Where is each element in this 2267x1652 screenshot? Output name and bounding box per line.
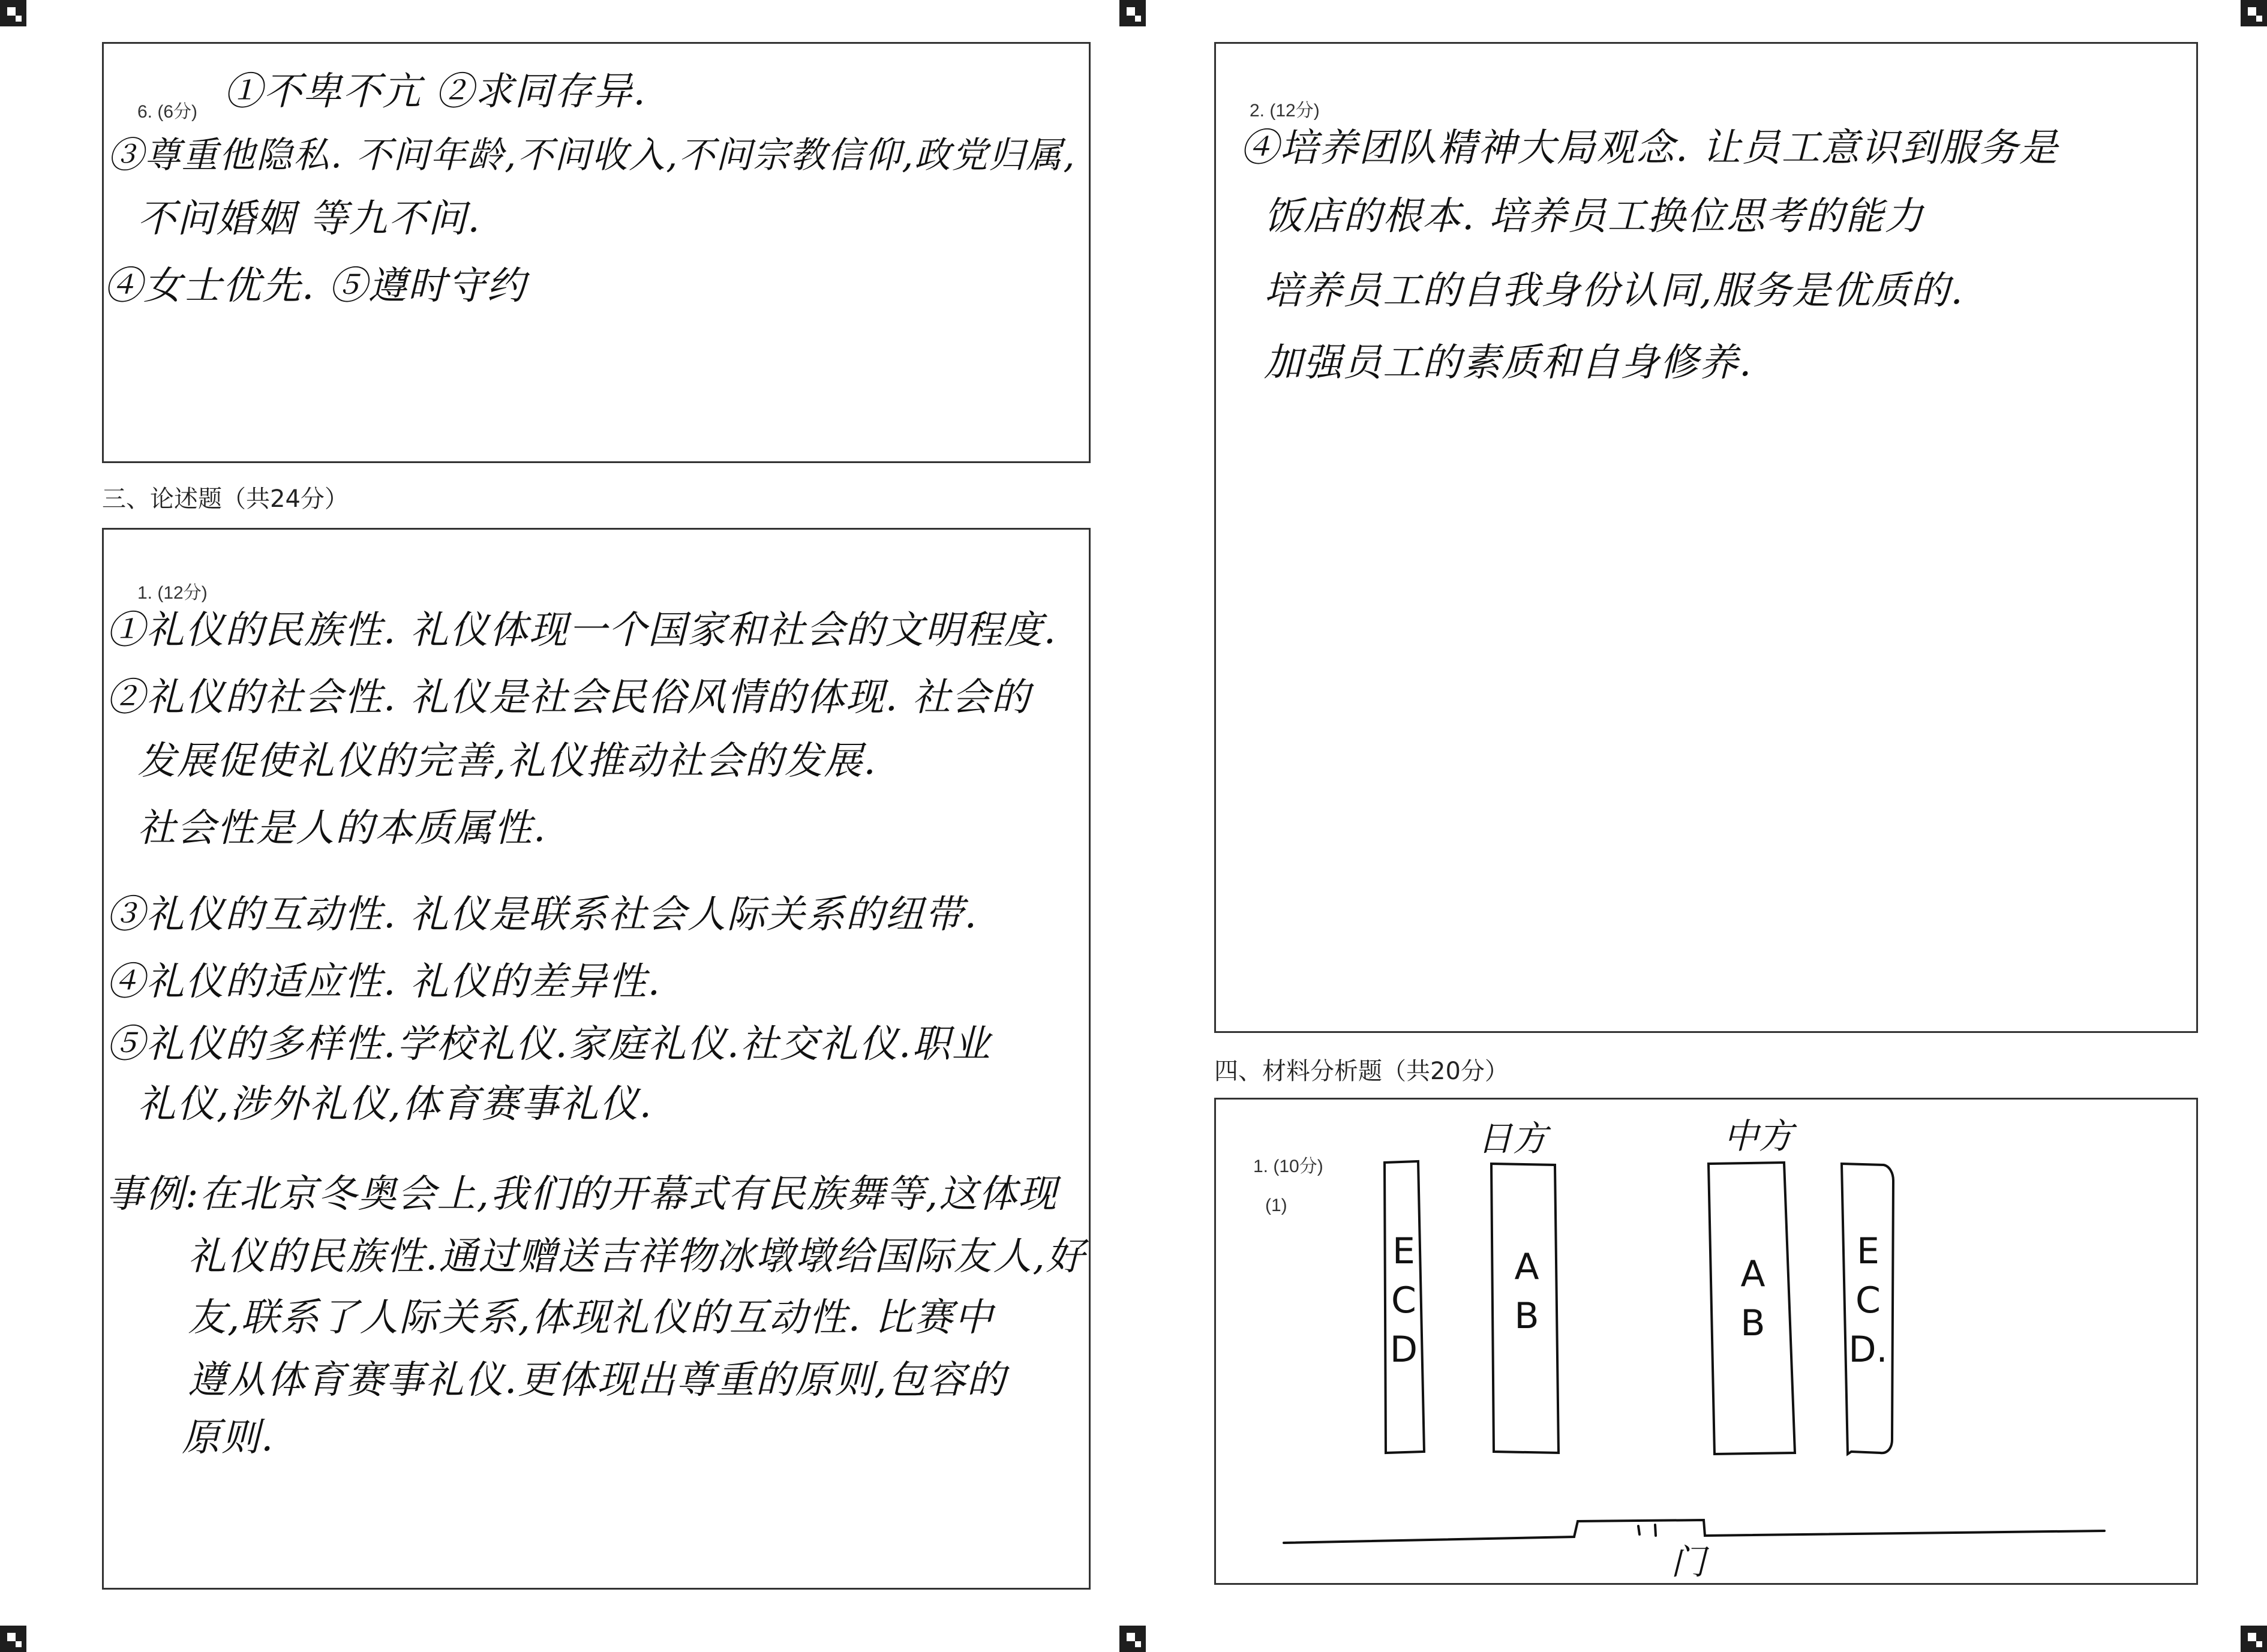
question-label: 2. (12分) — [1250, 101, 1320, 121]
section-title-essay: 三、论述题（共24分） — [102, 485, 349, 513]
japan-main-letters: A B — [1514, 1246, 1539, 1337]
handwritten-line: ①不卑不亢 ②求同存异. — [224, 70, 647, 114]
china-main-letters: A B — [1740, 1253, 1765, 1344]
handwritten-line: 社会性是人的本质属性. — [137, 806, 547, 851]
answer-box-q6 — [102, 42, 1091, 463]
corner-marker-bottom-left — [0, 1626, 26, 1652]
seating-diagram — [1214, 1098, 2198, 1585]
question-label: 1. (10分) — [1253, 1157, 1323, 1176]
handwritten-line: 加强员工的素质和自身修养. — [1264, 341, 1753, 385]
handwritten-line: 发展促使礼仪的完善,礼仪推动社会的发展. — [137, 739, 877, 783]
handwritten-line: 饭店的根本. 培养员工换位思考的能力 — [1264, 194, 1924, 239]
door-label: 门 — [1671, 1542, 1706, 1582]
handwritten-line: 事例:在北京冬奥会上,我们的开幕式有民族舞等,这体现 — [106, 1172, 1058, 1217]
handwritten-line: ⑤礼仪的多样性.学校礼仪.家庭礼仪.社交礼仪.职业 — [106, 1022, 992, 1067]
handwritten-line: ④培养团队精神大局观念. 让员工意识到服务是 — [1240, 126, 2059, 170]
handwritten-line: ④女士优先. ⑤遵时守约 — [104, 264, 527, 308]
handwritten-line: 遵从体育赛事礼仪.更体现出尊重的原则,包容的 — [188, 1358, 1007, 1402]
handwritten-line: 礼仪的民族性.通过赠送吉祥物冰墩墩给国际友人,好 — [188, 1235, 1086, 1279]
answer-box-essay-2 — [1214, 42, 2198, 1033]
handwritten-line: 礼仪,涉外礼仪,体育赛事礼仪. — [137, 1082, 653, 1127]
handwritten-line: 不问婚姻 等九不问. — [137, 197, 481, 241]
handwritten-line: ③礼仪的互动性. 礼仪是联系社会人际关系的纽带. — [106, 893, 978, 937]
china-side-label: 中方 — [1723, 1116, 1794, 1157]
japan-side-letters: E C D — [1389, 1230, 1418, 1371]
handwritten-line: ①礼仪的民族性. 礼仪体现一个国家和社会的文明程度. — [106, 608, 1058, 653]
question-label: 6. (6分) — [137, 102, 198, 122]
sub-question-label: (1) — [1265, 1196, 1287, 1215]
corner-marker-top-right — [2241, 0, 2267, 26]
china-side-letters: E C D. — [1848, 1230, 1888, 1371]
handwritten-line: ③尊重他隐私. 不问年龄,不问收入,不问宗教信仰,政党归属, — [107, 134, 1076, 176]
door-mark-left — [1638, 1526, 1640, 1534]
handwritten-line: 原则. — [182, 1416, 275, 1460]
corner-marker-bottom-right — [2241, 1626, 2267, 1652]
answer-box-essay-1 — [102, 528, 1091, 1590]
japan-side-label: 日方 — [1478, 1118, 1548, 1159]
question-label: 1. (12分) — [137, 583, 208, 603]
handwritten-line: 培养员工的自我身份认同,服务是优质的. — [1264, 269, 1964, 313]
corner-marker-bottom-center — [1119, 1626, 1146, 1652]
handwritten-line: 友,联系了人际关系,体现礼仪的互动性. 比赛中 — [188, 1296, 994, 1340]
answer-box-analysis-1 — [1214, 1098, 2198, 1585]
corner-marker-top-center — [1119, 0, 1146, 26]
door-mark-right — [1655, 1525, 1656, 1536]
handwritten-line: ②礼仪的社会性. 礼仪是社会民俗风情的体现. 社会的 — [106, 675, 1031, 720]
section-title-analysis: 四、材料分析题（共20分） — [1214, 1058, 1509, 1085]
handwritten-line: ④礼仪的适应性. 礼仪的差异性. — [106, 960, 662, 1004]
corner-marker-top-left — [0, 0, 26, 26]
